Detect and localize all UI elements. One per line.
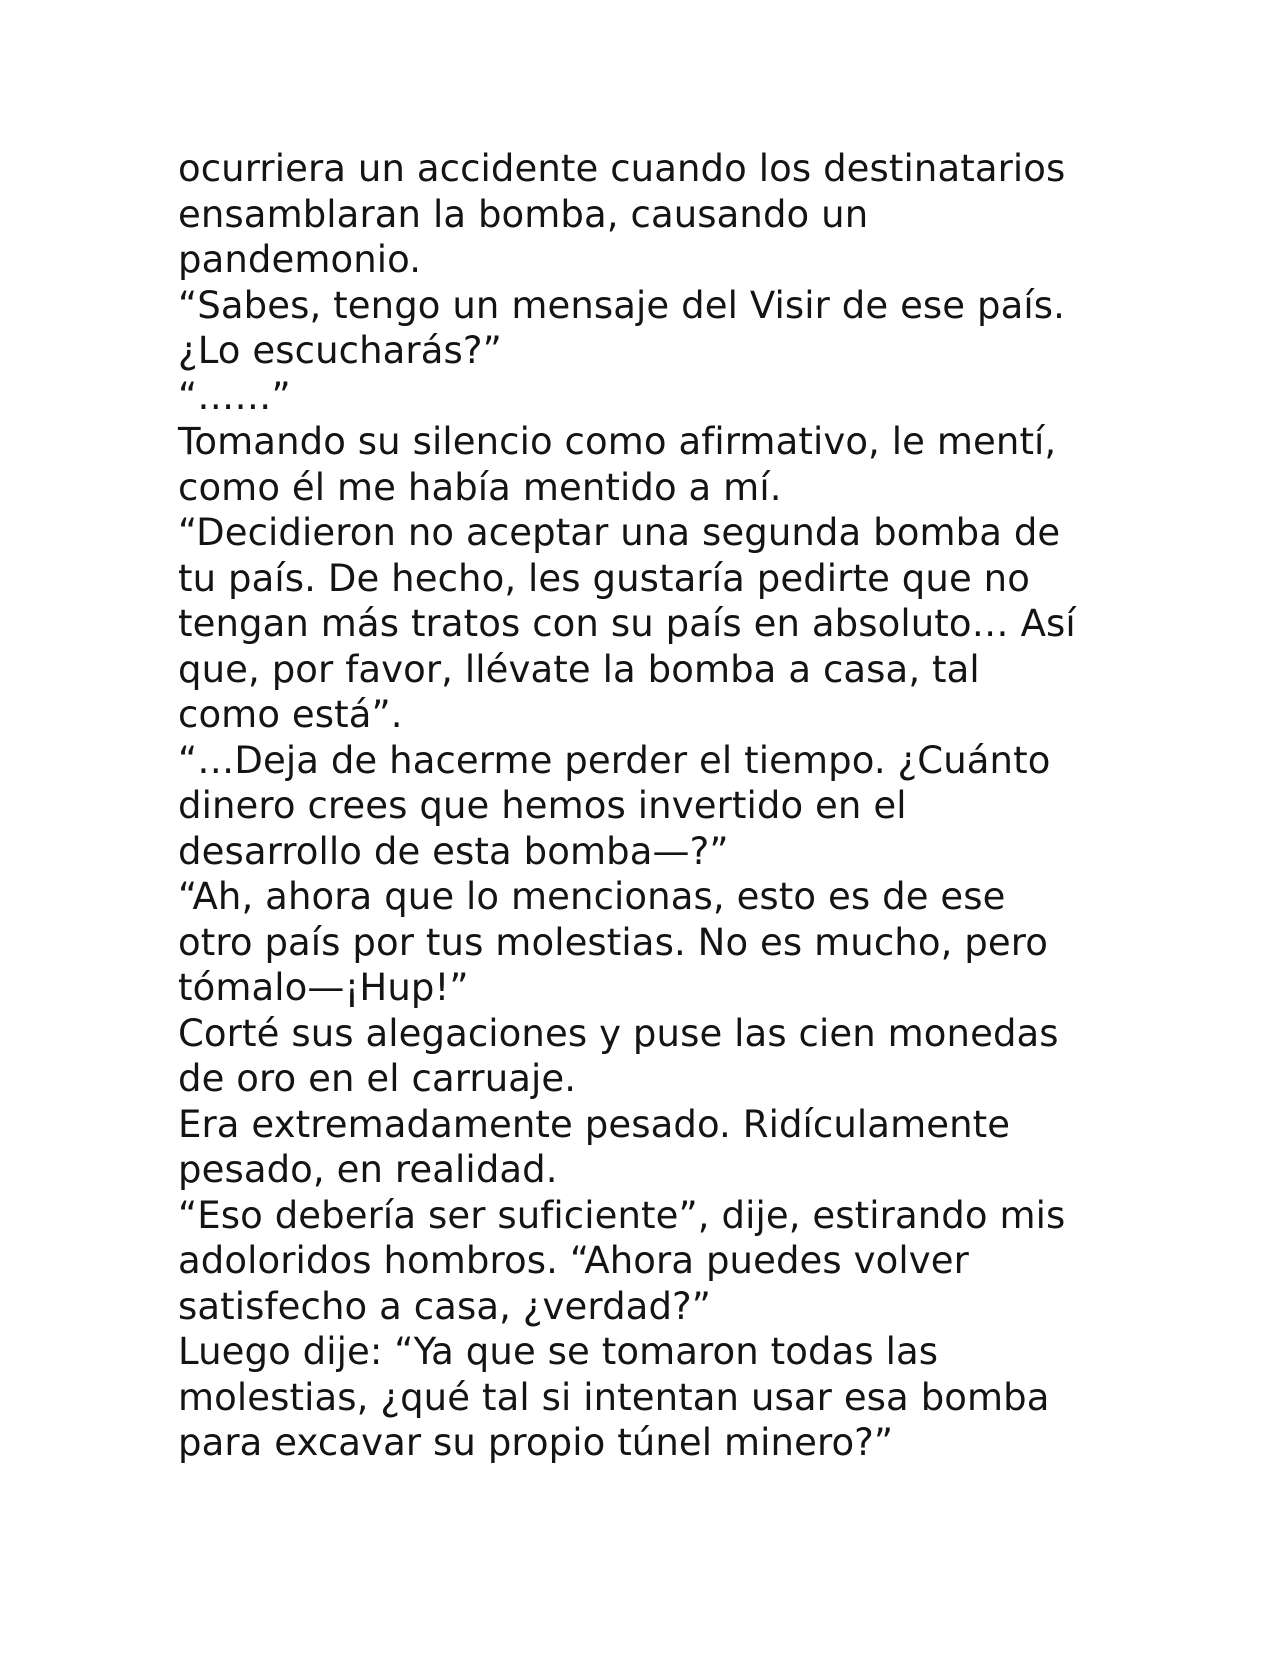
text-line: de oro en el carruaje.: [178, 1057, 577, 1100]
text-line: tengan más tratos con su país en absoluto… Así: [178, 602, 1076, 645]
text-line: como está”.: [178, 693, 403, 736]
text-line: “Decidieron no aceptar una segunda bomba de: [178, 511, 1061, 554]
text-line: que, por favor, llévate la bomba a casa, tal: [178, 647, 980, 691]
text-line: desarrollo de esta bomba—?”: [178, 829, 729, 873]
text-line: pesado, en realidad.: [178, 1148, 558, 1191]
text-line: “Sabes, tengo un mensaje del Visir de ese país.: [178, 283, 1066, 327]
text-line: pandemonio.: [178, 238, 422, 281]
text-line: Tomando su silencio como afirmativo, le mentí,: [178, 420, 1057, 463]
text-line: Era extremadamente pesado. Ridículamente: [178, 1102, 1011, 1146]
text-line: “Eso debería ser suficiente”, dije, estirando mis: [178, 1193, 1066, 1237]
text-line: como él me había mentido a mí.: [178, 465, 782, 509]
text-line: ensamblaran la bomba, causando un: [178, 192, 869, 236]
body-text: [178, 146, 1138, 1466]
text-line: Corté sus alegaciones y puse las cien monedas: [178, 1011, 1059, 1055]
text-line: dinero crees que hemos invertido en el: [178, 784, 907, 827]
text-line: Luego dije: “Ya que se tomaron todas las: [178, 1330, 939, 1373]
text-line: tómalo—¡Hup!”: [178, 966, 469, 1009]
text-line: tu país. De hecho, les gustaría pedirte que no: [178, 556, 1030, 600]
text-line: adoloridos hombros. “Ahora puedes volver: [178, 1239, 969, 1282]
text-line: molestias, ¿qué tal si intentan usar esa bomba: [178, 1375, 1050, 1419]
text-line: ¿Lo escucharás?”: [178, 329, 502, 372]
text-line: para excavar su propio túnel minero?”: [178, 1421, 894, 1464]
text-line: otro país por tus molestias. No es mucho, pero: [178, 920, 1048, 964]
text-line: “……”: [178, 374, 291, 418]
text-line: satisfecho a casa, ¿verdad?”: [178, 1284, 712, 1328]
text-line: “…Deja de hacerme perder el tiempo. ¿Cuánto: [178, 738, 1051, 782]
text-line: “Ah, ahora que lo mencionas, esto es de ese: [178, 875, 1006, 918]
text-line: ocurriera un accidente cuando los destinatarios: [178, 147, 1066, 190]
